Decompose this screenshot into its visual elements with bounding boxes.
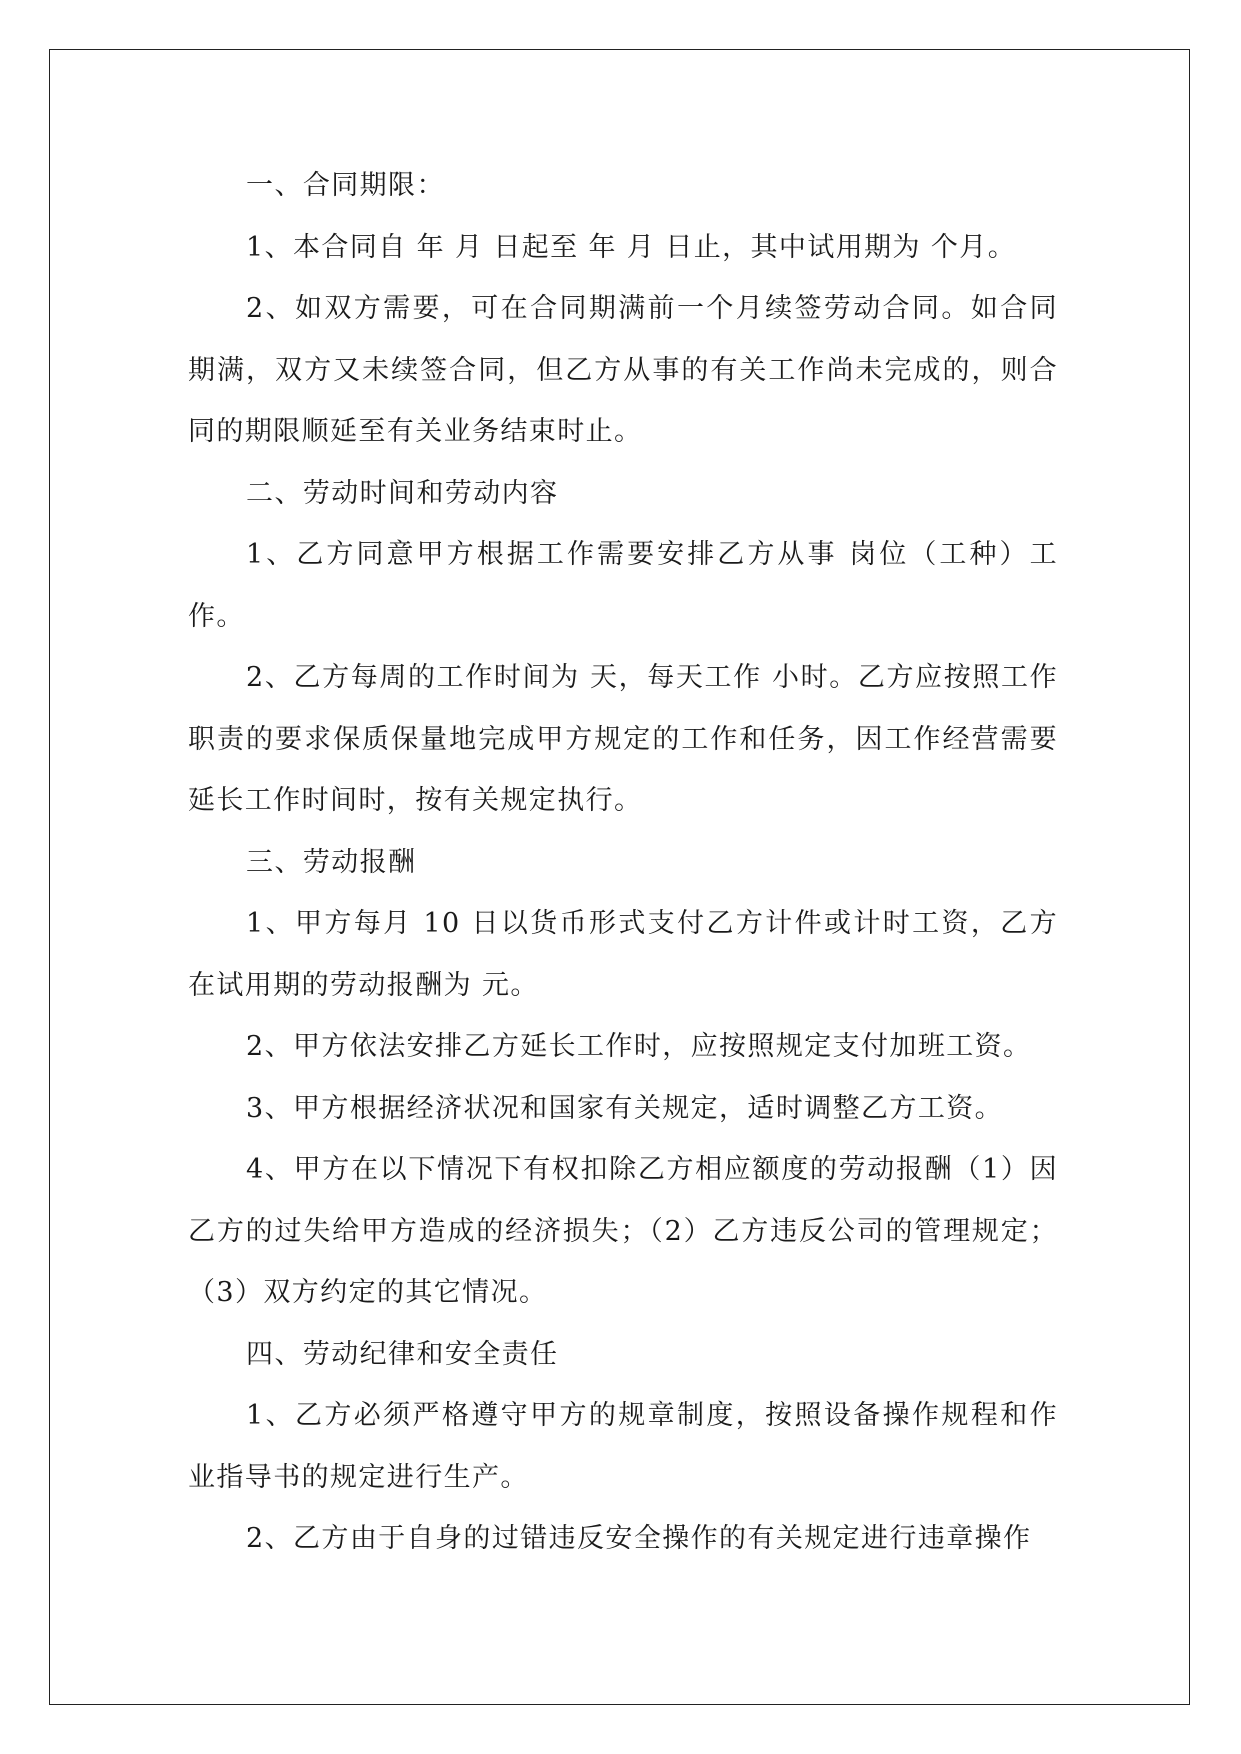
paragraph: 2、乙方每周的工作时间为 天，每天工作 小时。乙方应按照工作职责的要求保质保量地完成甲方规定的工作和任务，因工作经营需要延长工作时间时，按有关规定执行。 — [188, 662, 1058, 816]
paragraph: 1、甲方每月 10 日以货币形式支付乙方计件或计时工资，乙方在试用期的劳动报酬为 元。 — [188, 908, 1058, 1001]
paragraph: 1、本合同自 年 月 日起至 年 月 日止，其中试用期为 个月。 — [246, 231, 1017, 263]
paragraph: 1、乙方同意甲方根据工作需要安排乙方从事 岗位（工种）工作。 — [188, 539, 1058, 632]
section-heading-work-time: 二、劳动时间和劳动内容 — [246, 477, 559, 509]
paragraph: 2、如双方需要，可在合同期满前一个月续签劳动合同。如合同期满，双方又未续签合同，但乙方从事的有关工作尚未完成的，则合同的期限顺延至有关业务结束时止。 — [188, 293, 1058, 447]
paragraph: 3、甲方根据经济状况和国家有关规定，适时调整乙方工资。 — [246, 1092, 1004, 1124]
section-heading-discipline: 四、劳动纪律和安全责任 — [246, 1338, 559, 1370]
paragraph: 2、乙方由于自身的过错违反安全操作的有关规定进行违章操作 — [246, 1523, 1032, 1554]
paragraph: 1、乙方必须严格遵守甲方的规章制度，按照设备操作规程和作业指导书的规定进行生产。 — [188, 1400, 1058, 1493]
section-heading-remuneration: 三、劳动报酬 — [246, 846, 417, 878]
paragraph: 4、甲方在以下情况下有权扣除乙方相应额度的劳动报酬（1）因乙方的过失给甲方造成的经济损失；（2）乙方违反公司的管理规定；（3）双方约定的其它情况。 — [188, 1154, 1058, 1308]
paragraph: 2、甲方依法安排乙方延长工作时，应按照规定支付加班工资。 — [246, 1031, 1032, 1062]
document-body — [188, 155, 1058, 1570]
section-heading-contract-term: 一、合同期限： — [246, 170, 445, 201]
